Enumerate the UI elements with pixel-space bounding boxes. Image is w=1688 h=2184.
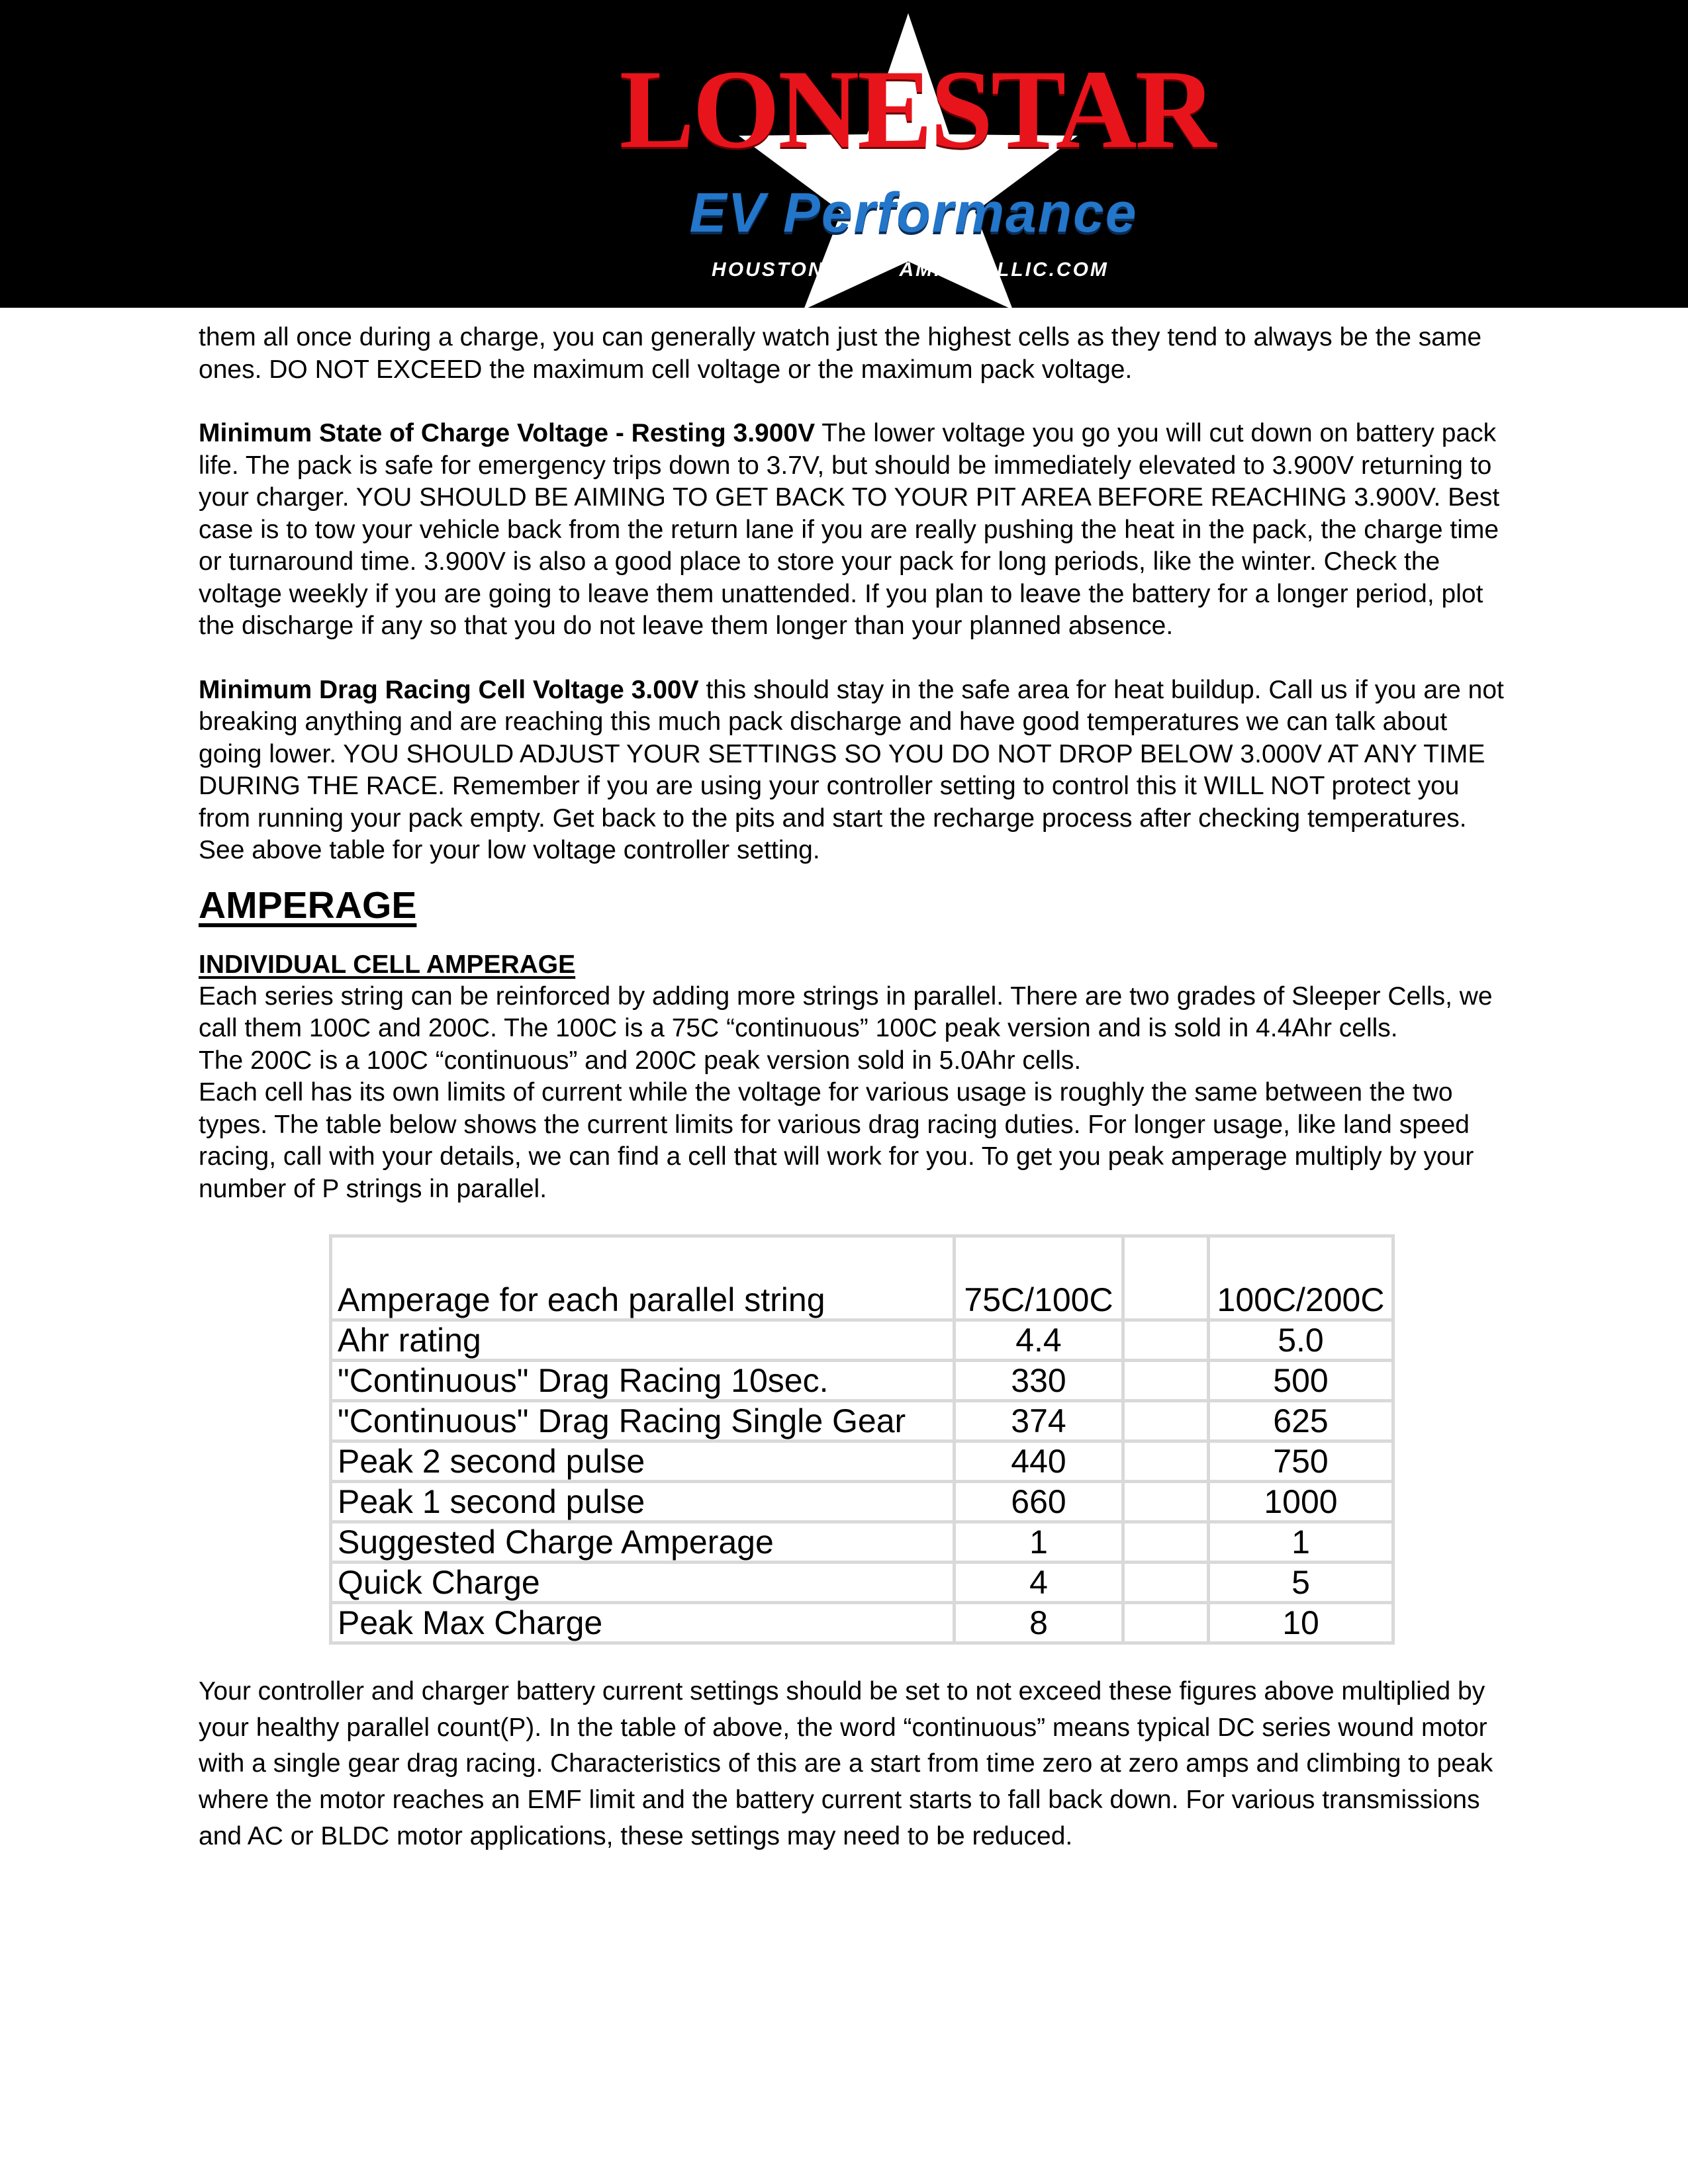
table-row xyxy=(331,1320,1393,1361)
amperage-table xyxy=(329,1234,1395,1645)
row-label-cell: Suggested Charge Amperage xyxy=(331,1522,955,1563)
value-cell: 5 xyxy=(1209,1563,1393,1603)
value-cell: 750 xyxy=(1209,1441,1393,1482)
value-cell xyxy=(1123,1441,1209,1482)
table-row xyxy=(331,1441,1393,1482)
logo-tagline xyxy=(635,257,1185,283)
min-soc-paragraph xyxy=(199,418,1516,643)
value-cell: 4.4 xyxy=(955,1320,1123,1361)
value-cell xyxy=(1123,1361,1209,1401)
row-label-cell: Peak Max Charge xyxy=(331,1603,955,1643)
document-body xyxy=(199,322,1516,1205)
value-cell: 8 xyxy=(955,1603,1123,1643)
row-label-cell: Peak 2 second pulse xyxy=(331,1441,955,1482)
amperage-paragraph: The 200C is a 100C “continuous” and 200C peak version sold in 5.0Ahr cells. xyxy=(199,1046,1082,1075)
table-header-cell: 100C/200C xyxy=(1209,1236,1393,1320)
logo-location: HOUSTON, TX xyxy=(712,259,869,281)
value-cell: 5.0 xyxy=(1209,1320,1393,1361)
value-cell xyxy=(1123,1603,1209,1643)
row-label-cell: Quick Charge xyxy=(331,1563,955,1603)
min-drag-heading: Minimum Drag Racing Cell Voltage 3.00V xyxy=(199,675,699,704)
value-cell xyxy=(1123,1401,1209,1441)
value-cell: 330 xyxy=(955,1361,1123,1401)
table-header-row xyxy=(331,1236,1393,1320)
table-header-cell xyxy=(1123,1236,1209,1320)
value-cell: 1 xyxy=(955,1522,1123,1563)
table-row xyxy=(331,1522,1393,1563)
min-soc-text: The lower voltage you go you will cut down on battery pack life. The pack is safe for emergency trips down to 3.7V, but should be immediately elevated to 3.900V returning to your charger. YOU SHOULD BE AIMING TO GET BACK TO YOUR PIT AREA BEFORE REACHING 3.900V. Best case is to tow your vehicle back from the return lane if you are really pushing the heat in the pack, the charge time or turnaround time. 3.900V is also a good place to store your pack for long periods, like the winter. Check the voltage weekly if you are going to leave them unattended. If you plan to leave the battery for a longer period, plot the discharge if any so that you do not leave them longer than your planned absence. xyxy=(199,419,1500,640)
header-banner xyxy=(0,0,1688,308)
value-cell: 4 xyxy=(955,1563,1123,1603)
table-row xyxy=(331,1361,1393,1401)
spacer xyxy=(199,386,1516,418)
value-cell: 660 xyxy=(955,1482,1123,1522)
row-label-cell: Ahr rating xyxy=(331,1320,955,1361)
value-cell: 440 xyxy=(955,1441,1123,1482)
section-title-amperage: AMPERAGE xyxy=(199,884,417,927)
table-header-cell: Amperage for each parallel string xyxy=(331,1236,955,1320)
table-row xyxy=(331,1401,1393,1441)
document xyxy=(199,322,1516,1855)
value-cell: 1 xyxy=(1209,1522,1393,1563)
logo-title: LONESTAR xyxy=(619,52,1215,167)
min-soc-heading: Minimum State of Charge Voltage - Resting 3.900V xyxy=(199,419,816,447)
table-row xyxy=(331,1482,1393,1522)
amperage-paragraph: Each cell has its own limits of current while the voltage for various usage is roughly the same between the two types. The table below shows the current limits for various drag racing duties. For longer usage, like land speed racing, call with your details, we can find a cell that will work for you. To get you peak amperage multiply by your number of P strings in parallel. xyxy=(199,1078,1474,1203)
value-cell xyxy=(1123,1563,1209,1603)
logo-website: AMPAHALLIC.COM xyxy=(899,259,1109,281)
value-cell: 625 xyxy=(1209,1401,1393,1441)
value-cell: 10 xyxy=(1209,1603,1393,1643)
row-label-cell: "Continuous" Drag Racing Single Gear xyxy=(331,1401,955,1441)
table-row xyxy=(331,1563,1393,1603)
subsection-title: INDIVIDUAL CELL AMPERAGE xyxy=(199,950,576,979)
intro-paragraph: them all once during a charge, you can generally watch just the highest cells as they tend to always be the same ones. DO NOT EXCEED the maximum cell voltage or the maximum pack voltage. xyxy=(199,323,1482,384)
row-label-cell: Peak 1 second pulse xyxy=(331,1482,955,1522)
min-drag-paragraph xyxy=(199,674,1516,867)
value-cell xyxy=(1123,1482,1209,1522)
value-cell: 500 xyxy=(1209,1361,1393,1401)
amperage-paragraph: Each series string can be reinforced by adding more strings in parallel. There are two grades of Sleeper Cells, we call them 100C and 200C. The 100C is a 75C “continuous” 100C peak version and is sold in 4.4Ahr cells. xyxy=(199,981,1493,1042)
closing-section xyxy=(199,1674,1516,1855)
min-drag-text: this should stay in the safe area for heat buildup. Call us if you are not breaking anything and are reaching this much pack discharge and have good temperatures we can talk about going lower. YOU SHOULD ADJUST YOUR SETTINGS SO YOU DO NOT DROP BELOW 3.000V AT ANY TIME DURING THE RACE. Remember if you are using your controller setting to control this it WILL NOT protect you from running your pack empty. Get back to the pits and start the recharge process after checking temperatures. See above table for your low voltage controller setting. xyxy=(199,675,1504,864)
value-cell: 1000 xyxy=(1209,1482,1393,1522)
table-header-cell: 75C/100C xyxy=(955,1236,1123,1320)
table-row xyxy=(331,1603,1393,1643)
spacer xyxy=(199,643,1516,674)
value-cell: 374 xyxy=(955,1401,1123,1441)
row-label-cell: "Continuous" Drag Racing 10sec. xyxy=(331,1361,955,1401)
logo-subtitle: EV Performance xyxy=(689,182,1138,243)
closing-paragraph: Your controller and charger battery current settings should be set to not exceed these figures above multiplied by your healthy parallel count(P). In the table of above, the word “continuous” means typical DC series wound motor with a single gear drag racing. Characteristics of this are a start from time zero at zero amps and climbing to peak where the motor reaches an EMF limit and the battery current starts to fall back down. For various transmissions and AC or BLDC motor applications, these settings may need to be reduced. xyxy=(199,1677,1493,1850)
value-cell xyxy=(1123,1320,1209,1361)
value-cell xyxy=(1123,1522,1209,1563)
